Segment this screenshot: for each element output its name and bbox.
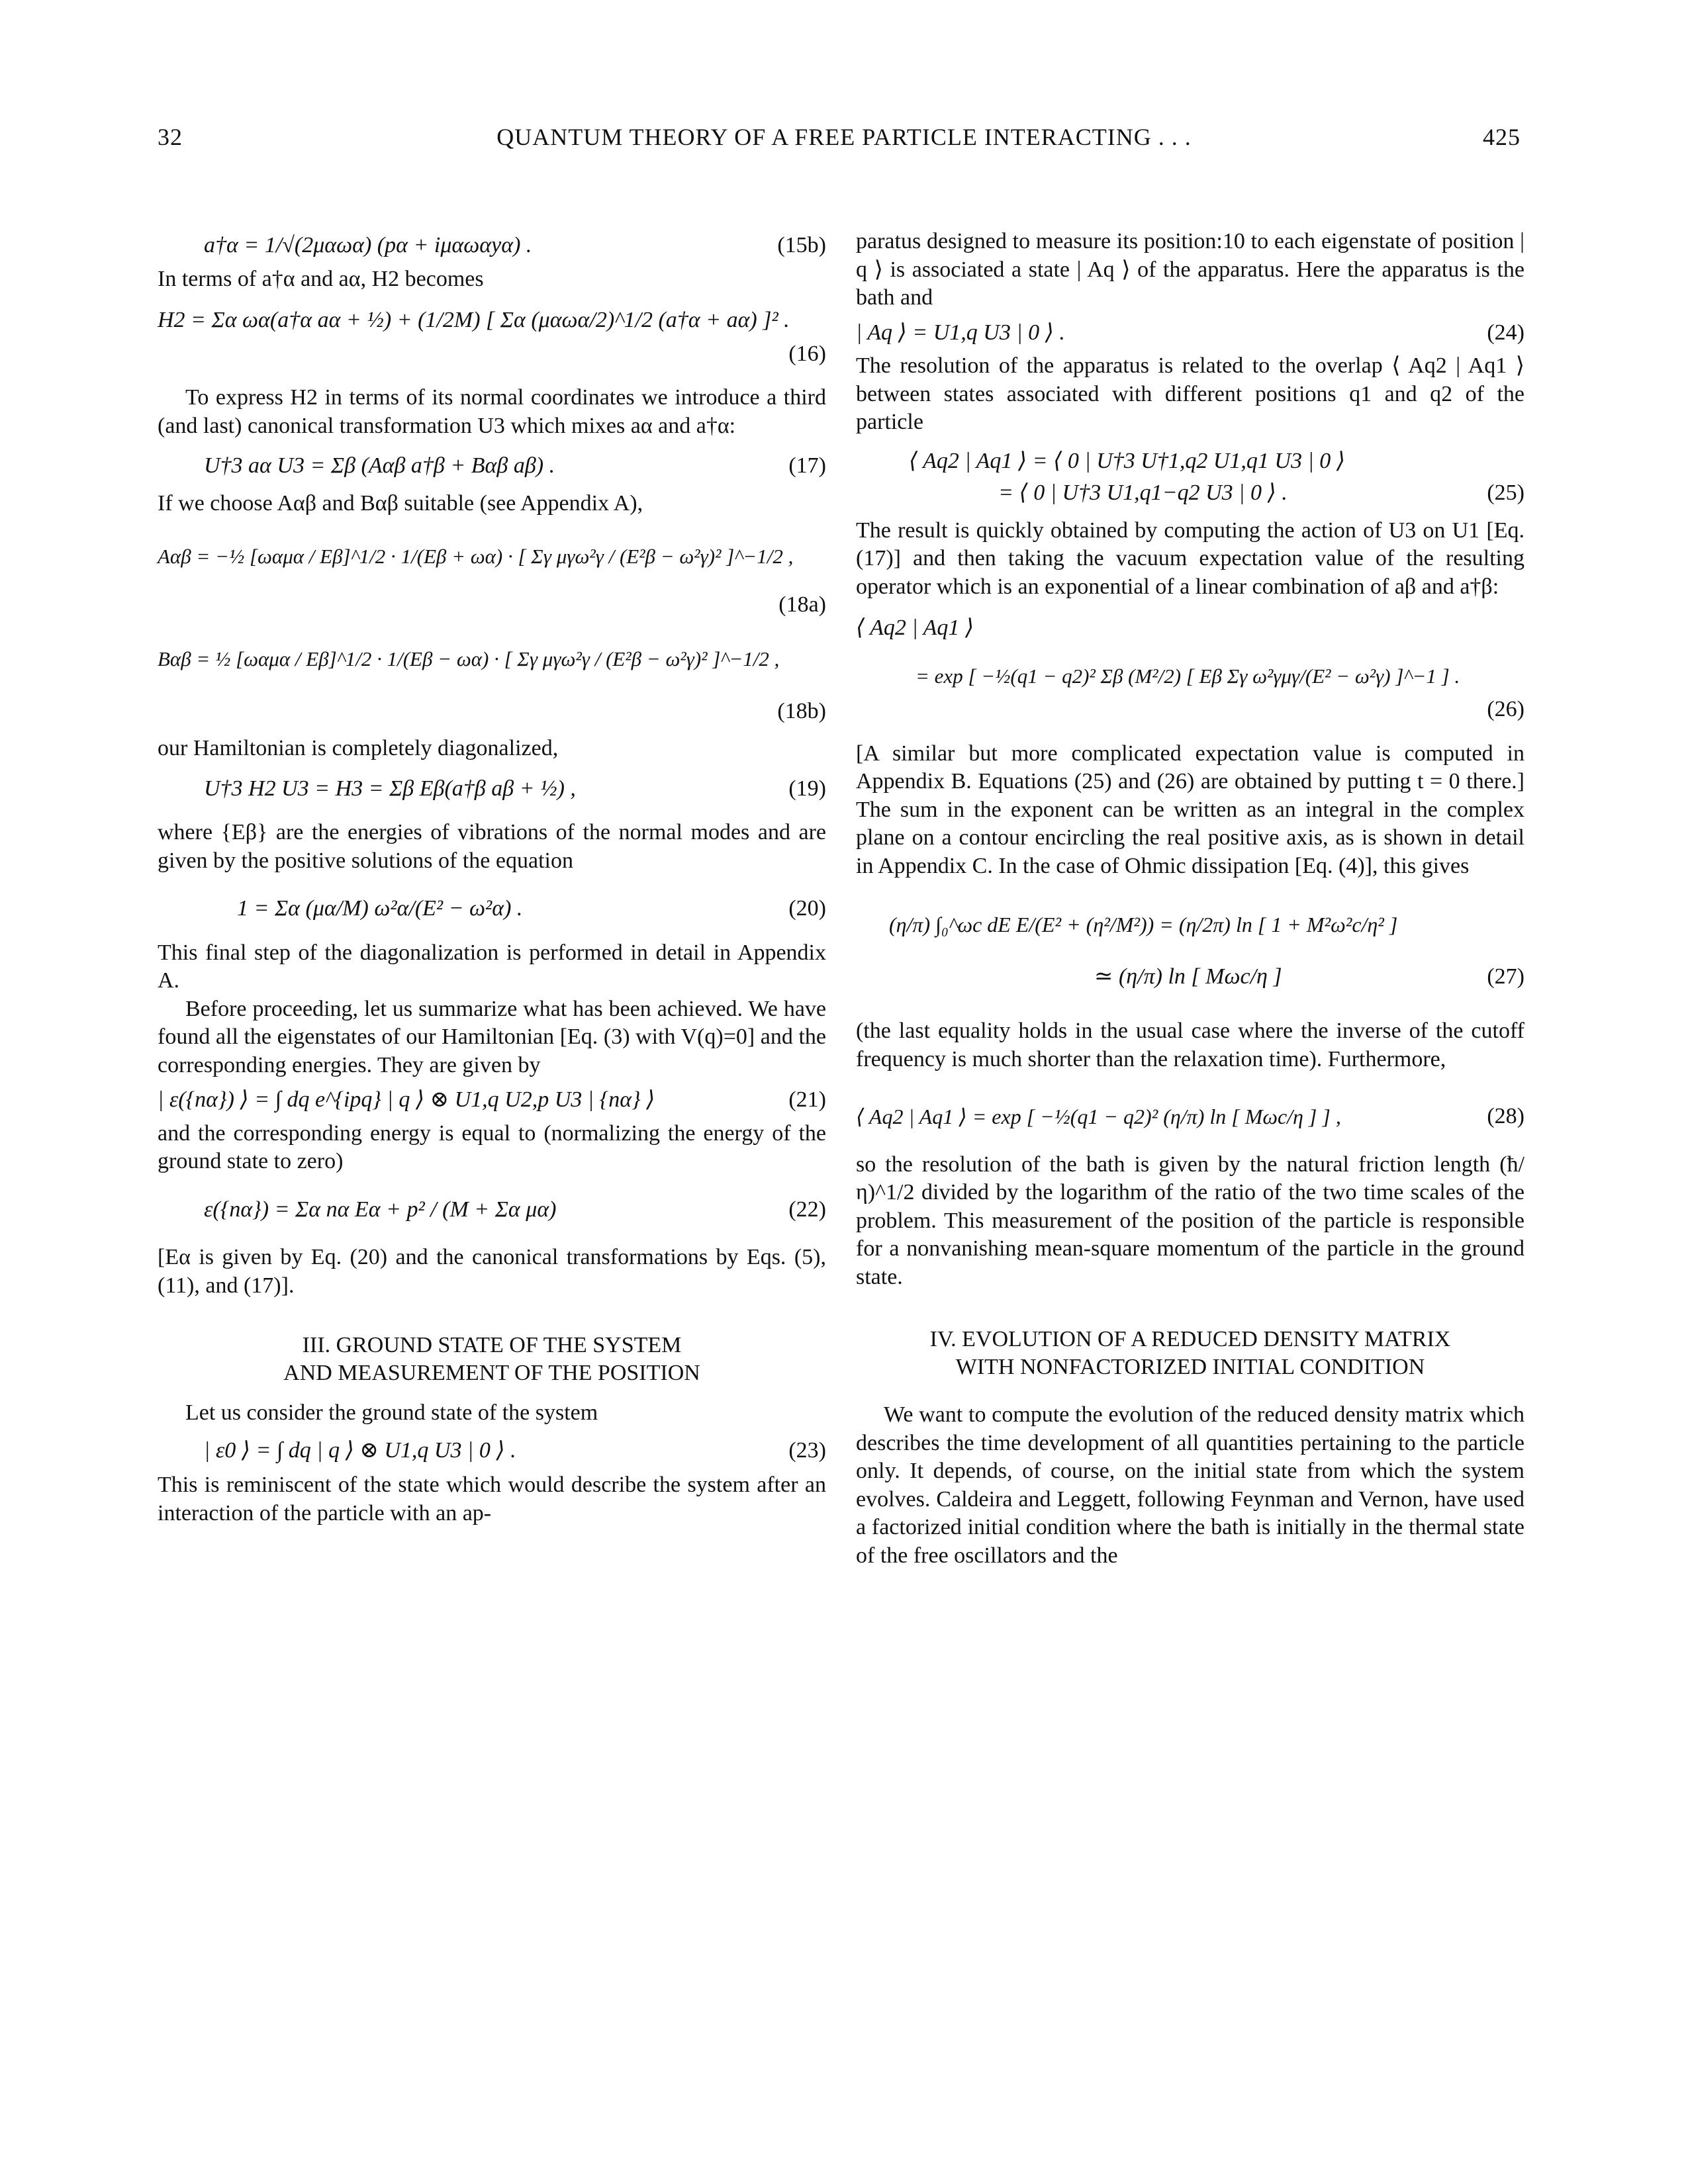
equation-26-number: (26) <box>1487 697 1524 721</box>
running-title: QUANTUM THEORY OF A FREE PARTICLE INTERACTING . . . <box>496 124 1192 150</box>
equation-17: U†3 aα U3 = Σβ (Aαβ a†β + Bαβ aβ) . (17) <box>204 453 826 478</box>
paragraph: [A similar but more complicated expectation value is computed in Appendix B. Equations (25) and (26) are obtained by putting t = 0 there.] The sum in the exponent can be written as an integral in the complex plane on a contour encircling the real positive axis, as is shown in detail in Appendix C. In the case of Ohmic dissipation [Eq. (4)], this gives <box>856 741 1524 878</box>
journal-page-number: 32 <box>158 124 183 150</box>
paragraph: The resolution of the apparatus is related to the overlap ⟨ Aq2 | Aq1 ⟩ between states associated with different positions q1 and q2 of the particle <box>856 353 1524 434</box>
right-column <box>856 228 1524 1570</box>
page-number: 425 <box>1483 124 1521 150</box>
equation-16-number: (16) <box>788 341 826 366</box>
equation-27-line1: (η/π) ∫₀^ωc dE E/(E² + (η²/M²)) = (η/2π) ln [ 1 + M²ω²c/η² ] <box>889 913 1398 936</box>
section-heading-iii: III. GROUND STATE OF THE SYSTEM AND MEASUREMENT OF THE POSITION <box>283 1333 700 1385</box>
paragraph: and the corresponding energy is equal to (normalizing the energy of the ground state to zero) <box>158 1120 826 1173</box>
paragraph: This is reminiscent of the state which would describe the system after an interaction of the particle with an ap- <box>158 1473 826 1525</box>
equation-20: 1 = Σα (μα/M) ω²α/(E² − ω²α) . (20) <box>237 896 826 921</box>
paragraph: (the last equality holds in the usual case where the inverse of the cutoff frequency is much shorter than the relaxation time). Furthermore, <box>856 1019 1524 1071</box>
paragraph: Before proceeding, let us summarize what has been achieved. We have found all the eigenstates of our Hamiltonian [Eq. (3) with V(q)=0] and the corresponding energies. They are given by <box>158 996 826 1077</box>
equation-27: ≃ (η/π) ln [ Mωc/η ] (27) <box>1094 964 1524 989</box>
equation-25-line1: ⟨ Aq2 | Aq1 ⟩ = ⟨ 0 | U†3 U†1,q2 U1,q1 U3 | 0 ⟩ <box>909 448 1346 473</box>
paragraph: This final step of the diagonalization is performed in detail in Appendix A. <box>158 940 826 993</box>
paragraph: where {Eβ} are the energies of vibrations of the normal modes and are given by the positive solutions of the equation <box>158 820 826 873</box>
paragraph: In terms of a†α and aα, H2 becomes <box>158 266 484 291</box>
paragraph: [Eα is given by Eq. (20) and the canonical transformations by Eqs. (5), (11), and (17)]. <box>158 1245 826 1298</box>
paragraph: We want to compute the evolution of the reduced density matrix which describes the time development of all quantities pertaining to the particle only. It depends, of course, on the initial state from which the system evolves. Caldeira and Leggett, following Feynman and Vernon, have used a factorized initial condition where the bath is initially in the thermal state of the free oscillators and the <box>856 1402 1524 1568</box>
equation-19: U†3 H2 U3 = H3 = Σβ Eβ(a†β aβ + ½) , (19) <box>204 776 826 801</box>
equation-15b: a†α = 1/√(2μαωα) (pα + iμαωαyα) . (15b) <box>204 233 826 257</box>
equation-22: ε({nα}) = Σα nα Eα + p² / (M + Σα μα) (22) <box>204 1197 826 1222</box>
paragraph: To express H2 in terms of its normal coordinates we introduce a third (and last) canonical transformation U3 which mixes aα and a†α: <box>158 385 826 438</box>
equation-26: = exp [ −½(q1 − q2)² Σβ (M²/2) [ Eβ Σγ ω²γμγ/(E² − ω²γ) ]^−1 ] . <box>915 664 1460 688</box>
equation-26-line1: ⟨ Aq2 | Aq1 ⟩ <box>856 615 974 640</box>
section-heading-iv: IV. EVOLUTION OF A REDUCED DENSITY MATRIX WITH NONFACTORIZED INITIAL CONDITION <box>929 1327 1451 1379</box>
equation-18a: Aαβ = −½ [ωαμα / Eβ]^1/2 · 1/(Eβ + ωα) · [ Σγ μγω²γ / (E²β − ω²γ)² ]^−1/2 , <box>158 545 794 568</box>
equation-18b-number: (18b) <box>777 698 826 723</box>
paragraph: If we choose Aαβ and Bαβ suitable (see Appendix A), <box>158 490 643 516</box>
paragraph: so the resolution of the bath is given by the natural friction length (ħ/η)^1/2 divided by the logarithm of the ratio of the two time scales of the problem. This measurement of the position of the particle is responsible for a nonvanishing mean-square momentum of the particle in the ground state. <box>856 1152 1524 1289</box>
equation-24: | Aq ⟩ = U1,q U3 | 0 ⟩ . (24) <box>856 320 1524 345</box>
equation-18a-number: (18a) <box>778 592 826 617</box>
paragraph: paratus designed to measure its position:10 to each eigenstate of position | q ⟩ is associated a state | Aq ⟩ of the apparatus. Here the apparatus is the bath and <box>856 229 1524 310</box>
equation-23: | ε0 ⟩ = ∫ dq | q ⟩ ⊗ U1,q U3 | 0 ⟩ . (23) <box>204 1437 826 1463</box>
left-column <box>158 228 826 1527</box>
equation-28: ⟨ Aq2 | Aq1 ⟩ = exp [ −½(q1 − q2)² (η/π) ln [ Mωc/η ] ] , (28) <box>856 1104 1524 1128</box>
equation-21: | ε({nα}) ⟩ = ∫ dq e^{ipq} | q ⟩ ⊗ U1,q U2,p U3 | {nα} ⟩ (21) <box>158 1087 826 1112</box>
equation-25: = ⟨ 0 | U†3 U1,q1−q2 U3 | 0 ⟩ . (25) <box>998 480 1524 505</box>
equation-18b: Bαβ = ½ [ωαμα / Eβ]^1/2 · 1/(Eβ − ωα) · [ Σγ μγω²γ / (E²β − ω²γ)² ]^−1/2 , <box>158 647 780 670</box>
paragraph: The result is quickly obtained by computing the action of U3 on U1 [Eq. (17)] and then taking the vacuum expectation value of the resulting operator which is an exponential of a linear combination of aβ and a†β: <box>856 518 1524 599</box>
equation-16: H2 = Σα ωα(a†α aα + ½) + (1/2M) [ Σα (μαωα/2)^1/2 (a†α + aα) ]² . <box>158 308 790 332</box>
paragraph: Let us consider the ground state of the system <box>185 1400 598 1425</box>
paragraph: our Hamiltonian is completely diagonalized, <box>158 736 559 760</box>
